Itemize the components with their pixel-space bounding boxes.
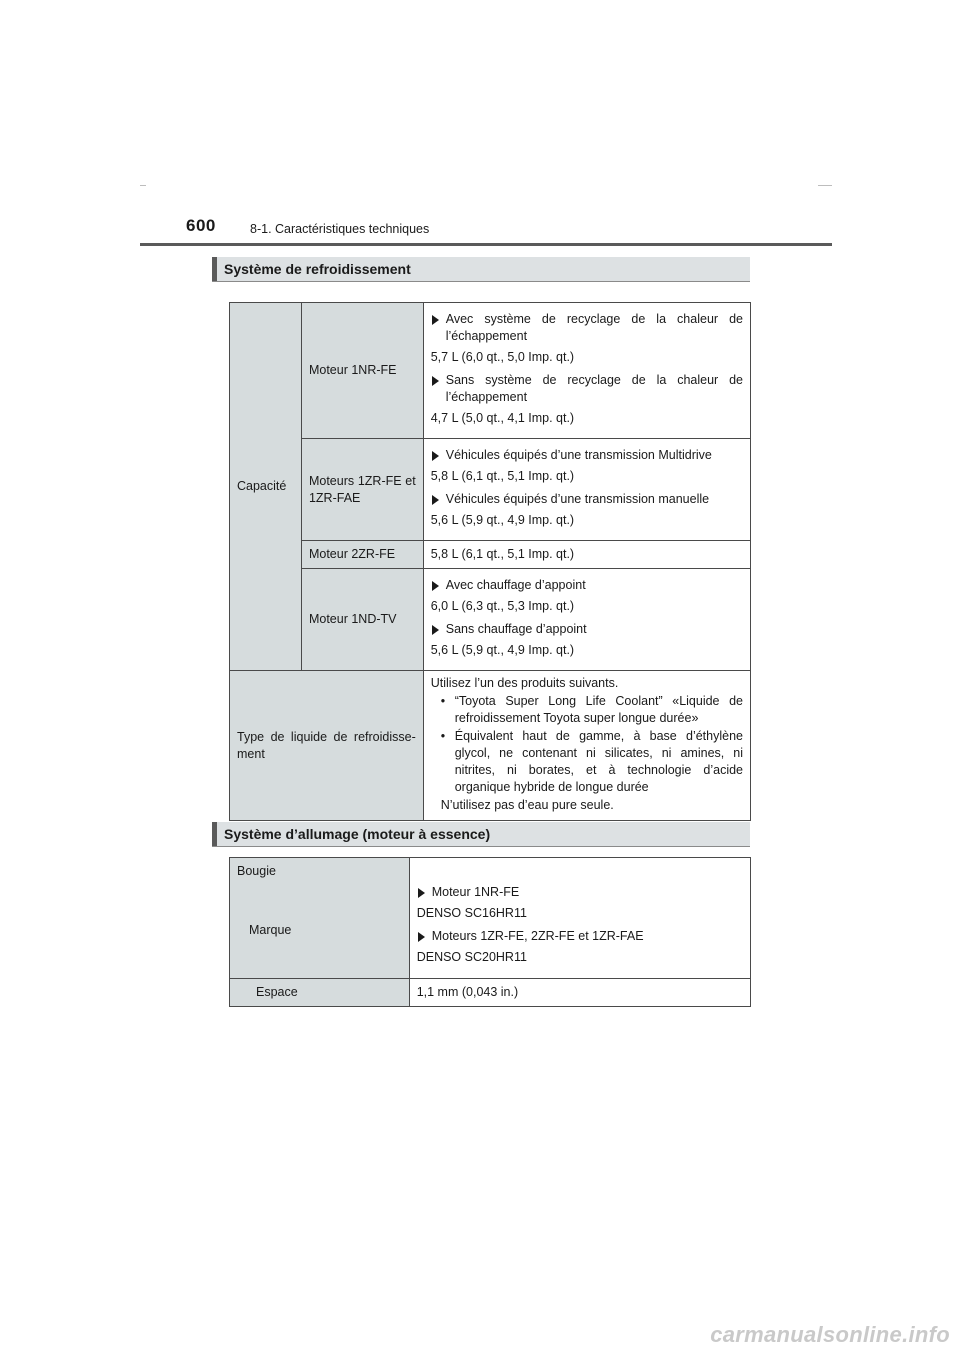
- header-rule: [140, 243, 832, 246]
- table-row: [230, 439, 751, 541]
- brand-label: Marque: [249, 923, 292, 937]
- capacity-value: Avec chauffage d’appoint 6,0 L (6,3 qt., 5,3 Imp. qt.) Sans chauffage d’appoint 5,6 L (5,9 qt., 4,9 Imp. qt.): [423, 569, 750, 671]
- condition-item: Sans chauffage d’appoint: [431, 621, 743, 638]
- engine-label: Moteur 1NR-FE: [301, 303, 423, 439]
- table-row: [230, 979, 751, 1007]
- capacity-value: 5,8 L (6,1 qt., 5,1 Imp. qt.): [423, 541, 750, 569]
- capacity-value: Avec système de recyclage de la chaleur de l’échappement 5,7 L (6,0 qt., 5,0 Imp. qt.) Sans système de recyclage de la chaleur de l’échappement 4,7 L (5,0 qt., 4,1 Imp. qt.): [423, 303, 750, 439]
- section-title-cooling: Système de refroidissement: [224, 261, 411, 277]
- watermark: carmanualsonline.info: [710, 1322, 950, 1347]
- triangle-bullet-icon: [432, 376, 439, 386]
- page-number: 600: [186, 216, 216, 235]
- engine-label: Moteur 1ND-TV: [301, 569, 423, 671]
- section-header-ignition: [212, 822, 750, 847]
- condition-item: Avec chauffage d’appoint: [431, 577, 743, 594]
- section-accent: [212, 257, 217, 281]
- table-row: [230, 303, 751, 439]
- condition-item: Moteurs 1ZR-FE, 2ZR-FE et 1ZR-FAE: [417, 928, 743, 945]
- crop-mark-right: [818, 185, 832, 186]
- coolant-type-label: Type de liquide de refroidisse-ment: [230, 671, 424, 821]
- table-row: [230, 858, 751, 979]
- gap-value: 1,1 mm (0,043 in.): [409, 979, 750, 1007]
- chapter-title: 8-1. Caractéristiques techniques: [250, 222, 430, 236]
- cooling-table: [229, 302, 751, 821]
- triangle-bullet-icon: [432, 315, 439, 325]
- section-accent: [212, 822, 217, 846]
- crop-mark-left: [140, 185, 146, 186]
- triangle-bullet-icon: [418, 888, 425, 898]
- capacity-value: Véhicules équipés d’une transmission Multidrive 5,8 L (6,1 qt., 5,1 Imp. qt.) Véhicules équipés d’une transmission manuelle 5,6 L (5,9 qt., 4,9 Imp. qt.): [423, 439, 750, 541]
- section-header-cooling: [212, 257, 750, 282]
- triangle-bullet-icon: [432, 451, 439, 461]
- condition-item: Avec système de recyclage de la chaleur de l’échappement: [431, 311, 743, 345]
- table-row: [230, 541, 751, 569]
- section-title-ignition: Système d’allumage (moteur à essence): [224, 826, 491, 842]
- condition-item: Moteur 1NR-FE: [417, 884, 743, 901]
- condition-item: Sans système de recyclage de la chaleur de l’échappement: [431, 372, 743, 406]
- triangle-bullet-icon: [418, 932, 425, 942]
- ignition-table: [229, 857, 751, 1007]
- condition-item: Véhicules équipés d’une transmission manuelle: [431, 491, 743, 508]
- table-row: [230, 569, 751, 671]
- list-item: • “Toyota Super Long Life Coolant” «Liquide de refroidissement Toyota super longue durée»: [440, 694, 743, 725]
- coolant-note: N’utilisez pas d’eau pure seule.: [440, 798, 614, 812]
- triangle-bullet-icon: [432, 495, 439, 505]
- triangle-bullet-icon: [432, 625, 439, 635]
- spark-plug-cell: [230, 858, 410, 979]
- list-item: • Équivalent haut de gamme, à base d’éthylène glycol, ne contenant ni silicates, ni amines, ni nitrites, ni borates, et à technologie d’acide organique hybride de longue durée: [440, 729, 743, 794]
- gap-label: Espace: [230, 979, 410, 1007]
- table-row: [230, 671, 751, 821]
- condition-item: Véhicules équipés d’une transmission Multidrive: [431, 447, 743, 464]
- capacity-label: Capacité: [230, 303, 302, 671]
- triangle-bullet-icon: [432, 581, 439, 591]
- brand-value: Moteur 1NR-FE DENSO SC16HR11 Moteurs 1ZR-FE, 2ZR-FE et 1ZR-FAE DENSO SC20HR11: [409, 858, 750, 979]
- coolant-type-value: Utilisez l’un des produits suivants. • “Toyota Super Long Life Coolant” «Liquide de refroidissement Toyota super longue durée» • Équivalent haut de gamme, à base d’éthylène glycol, ne contenant ni silicates, ni amines, ni nitrites, ni borates, et à technologie d’acide organique hybride de longue durée N’utilisez pas d’eau pure seule.: [423, 671, 750, 821]
- engine-label: Moteurs 1ZR-FE et 1ZR-FAE: [301, 439, 423, 541]
- spark-plug-label: Bougie: [237, 864, 276, 878]
- engine-label: Moteur 2ZR-FE: [301, 541, 423, 569]
